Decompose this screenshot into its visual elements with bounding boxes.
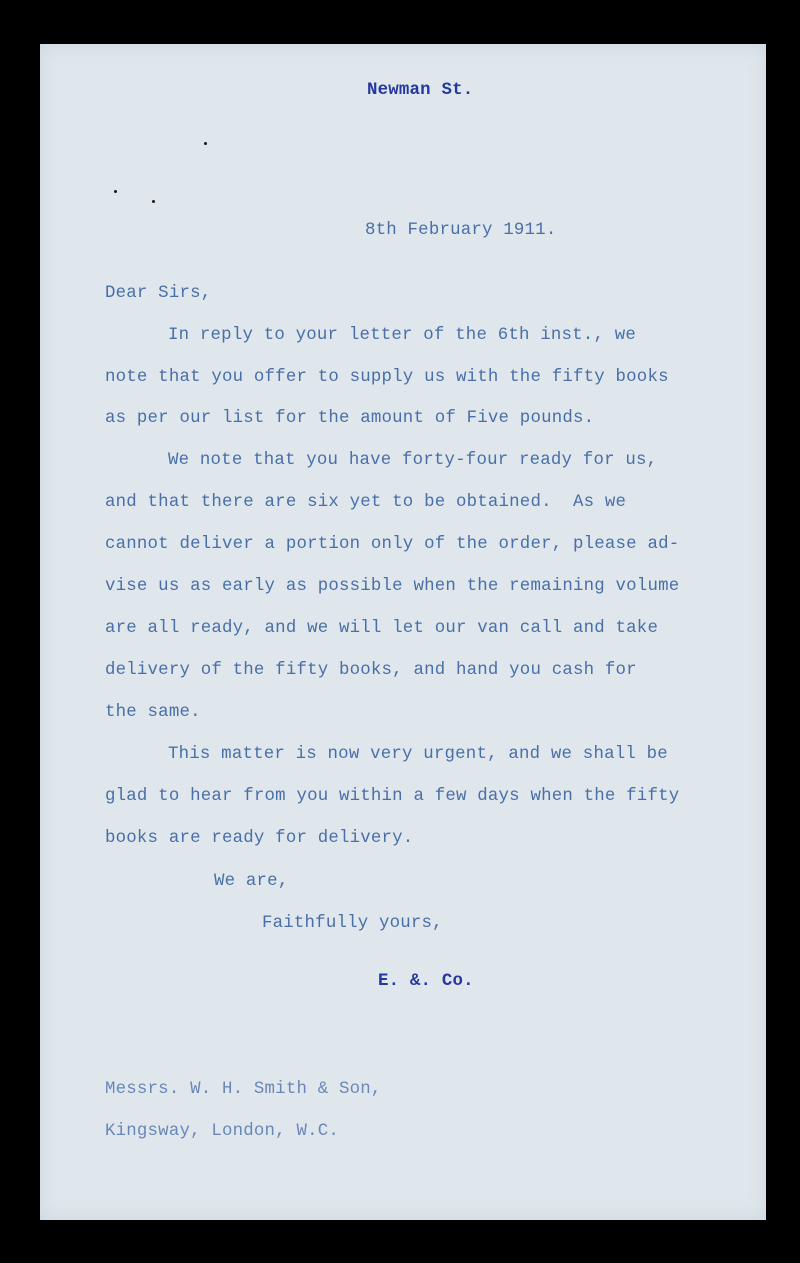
ink-speck (152, 200, 155, 203)
recipient-address: Kingsway, London, W.C. (105, 1122, 339, 1141)
body-line: delivery of the fifty books, and hand you cash for (105, 661, 637, 680)
body-line: In reply to your letter of the 6th inst., we (168, 326, 636, 345)
ink-speck (204, 142, 207, 145)
letter-sheet (40, 44, 766, 1220)
closing-phrase: We are, (214, 872, 289, 891)
body-line: glad to hear from you within a few days when the fifty (105, 787, 680, 806)
body-line: This matter is now very urgent, and we shall be (168, 745, 668, 764)
body-line: and that there are six yet to be obtained. As we (105, 493, 627, 512)
signature: E. &. Co. (378, 972, 474, 991)
body-line: are all ready, and we will let our van call and take (105, 619, 659, 638)
letter-date: 8th February 1911. (365, 221, 557, 240)
recipient-name: Messrs. W. H. Smith & Son, (105, 1080, 382, 1099)
body-line: the same. (105, 703, 201, 722)
closing-valediction: Faithfully yours, (262, 914, 443, 933)
salutation: Dear Sirs, (105, 284, 212, 303)
ink-speck (114, 190, 117, 193)
body-line: vise us as early as possible when the remaining volume (105, 577, 680, 596)
body-line: books are ready for delivery. (105, 829, 414, 848)
body-line: We note that you have forty-four ready for us, (168, 451, 658, 470)
body-line: note that you offer to supply us with the fifty books (105, 368, 669, 387)
body-line: as per our list for the amount of Five pounds. (105, 409, 595, 428)
body-line: cannot deliver a portion only of the order, please ad- (105, 535, 680, 554)
letterhead-address: Newman St. (367, 81, 474, 100)
